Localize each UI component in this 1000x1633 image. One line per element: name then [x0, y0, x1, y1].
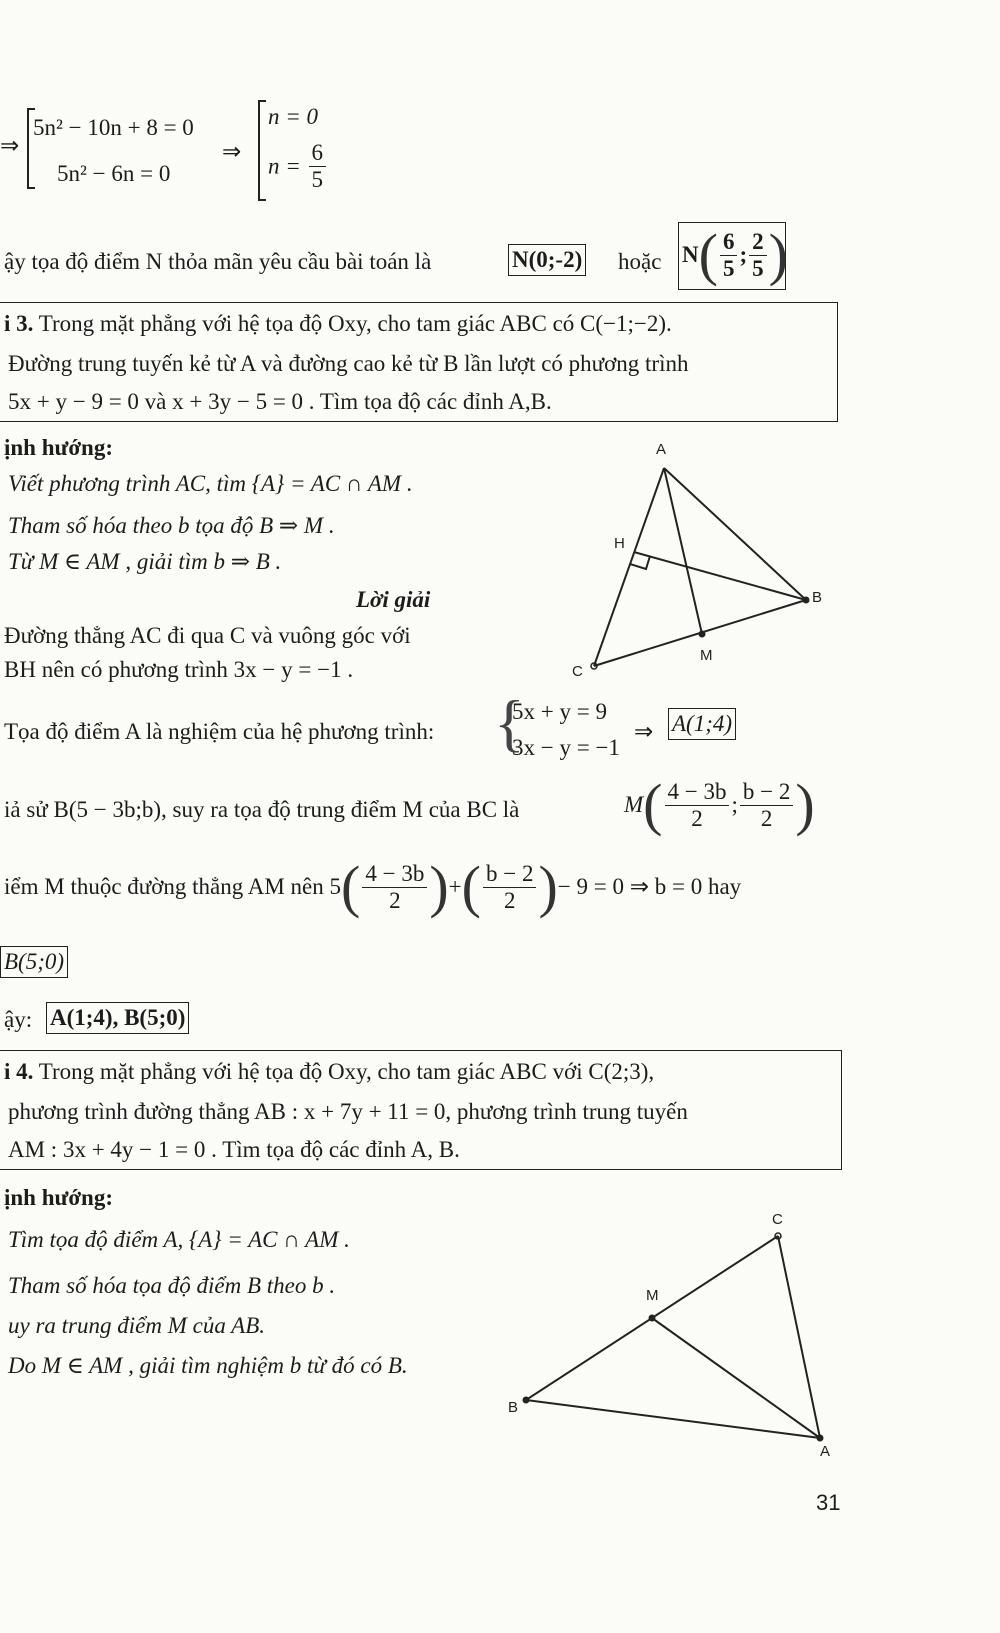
system-bracket-left — [27, 108, 29, 188]
m-paren-close: ) — [795, 772, 815, 837]
label-h: H — [614, 535, 625, 552]
cond-paren-2-open: ( — [461, 854, 481, 919]
system-eq-2: 5n² − 6n = 0 — [57, 161, 171, 186]
cond-paren-1-open: ( — [341, 854, 361, 919]
m-label: M — [624, 792, 644, 817]
system-bracket-right — [258, 100, 260, 200]
cond-frac-1 — [362, 861, 427, 914]
answer-n-2-prefix: N — [682, 242, 699, 267]
label-c: C — [772, 1211, 783, 1228]
solution-3-m-expr — [624, 772, 815, 837]
answer-a-boxed: A(1;4) — [668, 708, 736, 740]
answer-n-2-content — [682, 222, 788, 287]
solution-3-system-eq-1: 5x + y = 9 — [512, 699, 607, 724]
label-m: M — [646, 1287, 659, 1304]
solution-3-system-brace: { — [494, 687, 525, 758]
cond-frac-2 — [483, 861, 536, 914]
orientation-3-step-1: Viết phương trình AC, tìm {A} = AC ∩ AM . — [8, 471, 413, 496]
problem-4-line-2: phương trình đường thẳng AB : x + 7y + 11 = 0, phương trình trung tuyến — [8, 1099, 688, 1124]
solution-3-para-1-line-1: Đường thẳng AC đi qua C và vuông góc với — [4, 623, 411, 648]
cond-paren-1-close: ) — [429, 854, 449, 919]
system-bracket-left-bottom — [27, 187, 35, 189]
cond-paren-2-close: ) — [538, 854, 558, 919]
system-bracket-right-top — [258, 100, 266, 102]
system-eq-1: 5n² − 10n + 8 = 0 — [33, 115, 194, 140]
side-ac — [594, 468, 664, 666]
problem-4-line-1 — [4, 1058, 654, 1086]
solution-3-system-arrow: ⇒ — [634, 719, 654, 744]
cond-tail: − 9 = 0 ⇒ b = 0 hay — [557, 874, 742, 899]
page-number: 31 — [816, 1490, 841, 1515]
solution-2-lhs: n = — [268, 153, 301, 179]
m-y-den: 2 — [760, 805, 773, 831]
label-b: B — [812, 589, 823, 606]
problem-3-line-3: 5x + y − 9 = 0 và x + 3y − 5 = 0 . Tìm tọa độ các đỉnh A,B. — [8, 389, 552, 414]
problem-3-text-1: Trong mặt phẳng với hệ tọa độ Oxy, cho tam giác ABC có C(−1;−2). — [38, 311, 672, 336]
condition-text: iểm M thuộc đường thẳng AM nên 5 — [4, 874, 342, 899]
solution-2-num: 6 — [309, 140, 327, 167]
problem-4-number: i 4. — [4, 1059, 34, 1084]
system-bracket-right-bottom — [258, 199, 266, 201]
orientation-4-step-2: Tham số hóa tọa độ điểm B theo b . — [8, 1273, 336, 1298]
answer-n-2-sep: ; — [739, 242, 748, 267]
solution-3-para-1-line-2: BH nên có phương trình 3x − y = −1 . — [4, 657, 354, 682]
problem-3-line-1 — [4, 310, 672, 338]
answer-n-2-x-num: 6 — [720, 229, 738, 256]
solution-2-fraction — [309, 140, 327, 193]
cond-plus: + — [448, 874, 462, 899]
solution-3-system-intro: Tọa độ điểm A là nghiệm của hệ phương trình: — [4, 719, 435, 744]
point-a-dot — [817, 1435, 824, 1442]
m-x-num: 4 − 3b — [665, 779, 730, 806]
m-y — [740, 779, 793, 832]
orientation-4-step-4: Do M ∈ AM , giải tìm nghiệm b từ đó có B. — [8, 1353, 408, 1378]
system-arrow-1: ⇒ — [0, 133, 20, 158]
system-bracket-left-top — [27, 108, 35, 110]
orientation-3-heading: ịnh hướng: — [4, 435, 114, 460]
m-x — [665, 779, 730, 832]
point-m-dot — [699, 631, 706, 638]
side-ca — [778, 1236, 820, 1438]
answer-b-boxed: B(5;0) — [0, 946, 68, 978]
point-m-dot — [649, 1315, 656, 1322]
paren-close: ) — [768, 222, 788, 287]
cond-frac-1-den: 2 — [389, 887, 401, 913]
problem-4-line-3: AM : 3x + 4y − 1 = 0 . Tìm tọa độ các đỉnh A, B. — [8, 1137, 460, 1162]
figure-3-triangle — [560, 430, 840, 690]
answer-n-2-y-num: 2 — [749, 229, 767, 256]
solution-3-title: Lời giải — [356, 587, 431, 612]
label-b: B — [508, 1399, 519, 1416]
point-b-dot — [523, 1397, 530, 1404]
orientation-3-step-2: Tham số hóa theo b tọa độ B ⇒ M . — [8, 513, 335, 538]
orientation-3-step-3: Từ M ∈ AM , giải tìm b ⇒ B . — [8, 549, 282, 574]
point-b-dot — [803, 597, 810, 604]
system-arrow-2: ⇒ — [222, 139, 242, 164]
system-solution-2 — [268, 140, 328, 193]
m-paren-open: ( — [643, 772, 663, 837]
answer-n-1: N(0;-2) — [508, 244, 586, 276]
cond-frac-2-den: 2 — [503, 887, 516, 913]
label-c: C — [572, 663, 583, 680]
solution-3-system-eq-2: 3x − y = −1 — [512, 735, 620, 760]
m-sep: ; — [731, 792, 738, 817]
m-x-den: 2 — [691, 805, 703, 831]
cond-frac-2-num: b − 2 — [483, 861, 536, 888]
conclusion-n-text: ậy tọa độ điểm N thỏa mãn yêu cầu bài toán là — [4, 249, 432, 274]
conclusion-or: hoặc — [618, 249, 662, 274]
problem-3-line-2: Đường trung tuyến kẻ từ A và đường cao kẻ từ B lần lượt có phương trình — [8, 351, 689, 376]
answer-n-2-y — [749, 229, 767, 282]
label-m: M — [700, 647, 713, 664]
figure-4-triangle — [500, 1200, 860, 1470]
orientation-4-step-3: uy ra trung điểm M của AB. — [8, 1313, 266, 1338]
final-label: ậy: — [4, 1007, 33, 1032]
problem-4-text-1: Trong mặt phẳng với hệ tọa độ Oxy, cho tam giác ABC với C(2;3), — [38, 1059, 655, 1084]
median-am — [664, 468, 702, 634]
m-y-num: b − 2 — [740, 779, 793, 806]
orientation-4-heading: ịnh hướng: — [4, 1185, 114, 1210]
solution-2-den: 5 — [311, 167, 324, 192]
label-a: A — [820, 1443, 831, 1460]
answer-n-2-x — [720, 229, 738, 282]
answer-n-2-x-den: 5 — [722, 255, 735, 281]
paren-open: ( — [698, 222, 718, 287]
answer-n-2-y-den: 5 — [752, 255, 764, 281]
system-solution-1: n = 0 — [268, 104, 319, 129]
solution-3-assume: iả sử B(5 − 3b;b), suy ra tọa độ trung điểm M của BC là — [4, 797, 520, 822]
label-a: A — [656, 441, 667, 458]
cond-frac-1-num: 4 − 3b — [362, 861, 427, 888]
problem-3-number: i 3. — [4, 311, 34, 336]
solution-3-condition — [4, 854, 742, 919]
orientation-4-step-1: Tìm tọa độ điểm A, {A} = AC ∩ AM . — [8, 1227, 350, 1252]
final-answer-boxed: A(1;4), B(5;0) — [46, 1002, 189, 1034]
